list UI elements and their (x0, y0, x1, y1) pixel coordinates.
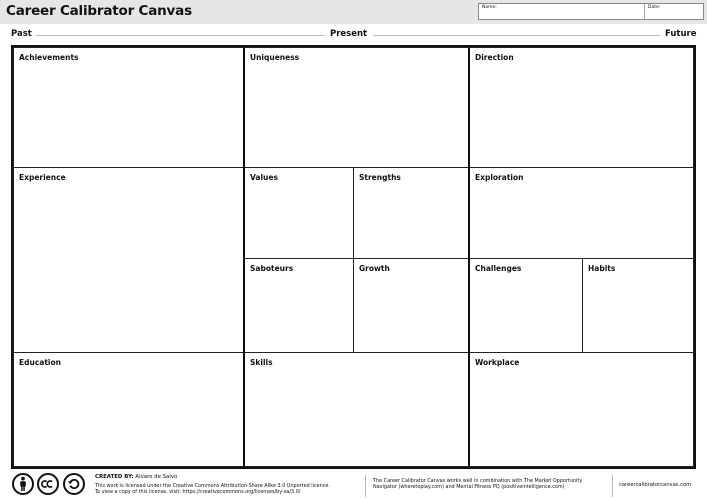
section-workplace[interactable] (469, 352, 694, 467)
section-label: Challenges (475, 264, 522, 273)
footer-divider (612, 475, 613, 497)
header-bar (0, 0, 707, 24)
section-label: Direction (475, 53, 514, 62)
created-by-label: CREATED BY: (95, 474, 134, 480)
created-by-name: Alvaro de Salvo (135, 474, 178, 480)
name-date-box[interactable] (478, 3, 704, 20)
section-label: Achievements (19, 53, 79, 62)
timeline (0, 26, 707, 44)
section-label: Strengths (359, 173, 401, 182)
timeline-present: Present (330, 29, 368, 39)
license-text-line1: This work is licensed under the Creative Commons Attribution-Share Alike 3.0 Unported licence. (95, 483, 331, 489)
date-label: Date: (648, 5, 661, 10)
section-experience[interactable] (13, 167, 244, 353)
section-growth[interactable] (353, 258, 469, 353)
section-label: Workplace (475, 358, 520, 367)
creative-commons-cc-icon (37, 473, 59, 495)
section-habits[interactable] (582, 258, 694, 353)
section-label: Exploration (475, 173, 524, 182)
section-achievements[interactable] (13, 47, 244, 168)
share-alike-icon (63, 473, 85, 495)
license-text-line2: To view a copy of this license, visit: https://creativecommons.org/licenses/by-sa/3.0/ (95, 489, 301, 495)
combination-text-line1: The Career Calibrator Canvas works well in combination with The Market Opportunity (373, 478, 583, 484)
section-saboteurs[interactable] (244, 258, 354, 353)
section-label: Saboteurs (250, 264, 294, 273)
section-education[interactable] (13, 352, 244, 467)
column-divider-present-future (468, 47, 470, 467)
section-label: Values (250, 173, 278, 182)
section-label: Education (19, 358, 61, 367)
timeline-line-right (373, 35, 660, 36)
section-label: Uniqueness (250, 53, 300, 62)
created-by (95, 474, 177, 480)
section-label: Growth (359, 264, 390, 273)
section-exploration[interactable] (469, 167, 694, 259)
page-title: Career Calibrator Canvas (6, 3, 192, 19)
section-skills[interactable] (244, 352, 469, 467)
section-label: Experience (19, 173, 66, 182)
footer (0, 471, 707, 500)
section-challenges[interactable] (469, 258, 583, 353)
timeline-past: Past (11, 29, 32, 39)
name-label: Name: (482, 5, 497, 10)
timeline-future: Future (665, 29, 697, 39)
attribution-person-icon (12, 473, 34, 495)
combination-text-line2: Navigator (wheretoplay.com) and Mental Fitness PQ (positiveintelligence.com) (373, 484, 565, 490)
name-date-divider (644, 4, 645, 19)
section-label: Skills (250, 358, 273, 367)
column-divider-past-present (243, 47, 245, 467)
section-values[interactable] (244, 167, 354, 259)
section-direction[interactable] (469, 47, 694, 168)
section-label: Habits (588, 264, 616, 273)
canvas-grid (11, 45, 696, 469)
website-link[interactable]: careercalibratorcanvas.com (619, 482, 692, 488)
footer-divider (365, 475, 366, 497)
section-strengths[interactable] (353, 167, 469, 259)
section-uniqueness[interactable] (244, 47, 469, 168)
timeline-line-left (36, 35, 325, 36)
